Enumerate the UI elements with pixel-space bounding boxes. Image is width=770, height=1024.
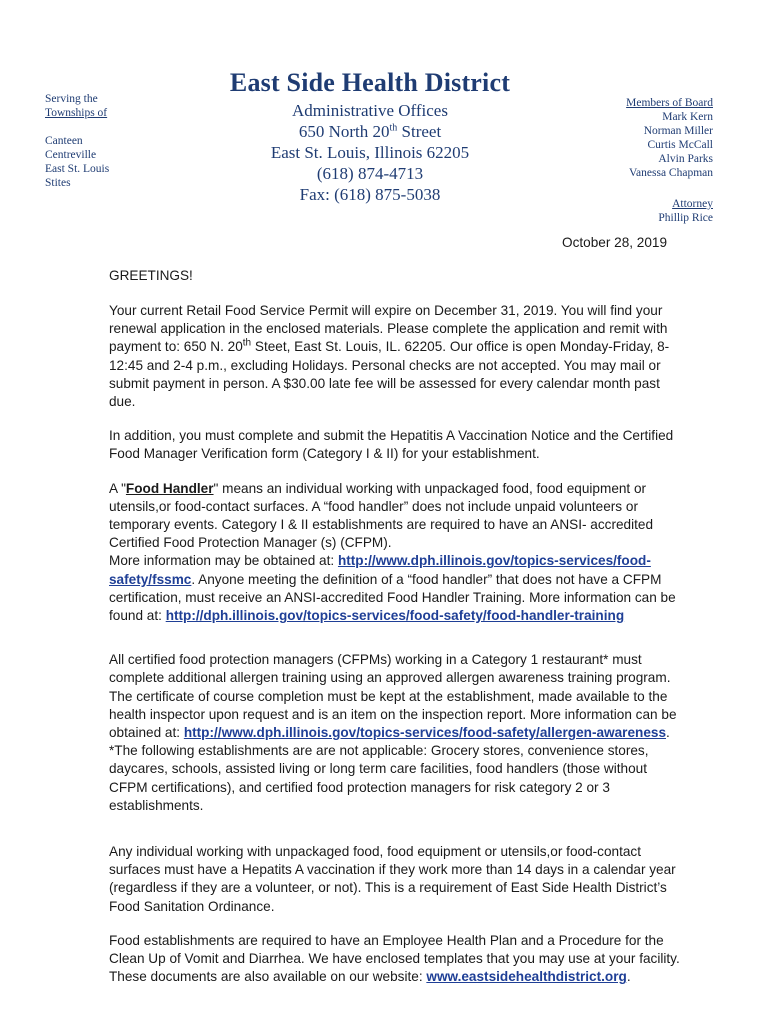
paragraph-hepatitis-requirement: Any individual working with unpackaged food, food equipment or utensils,or food-contact surfaces must have a Hepatits A vaccination if they work more than 14 days in a calendar year (regardless if they are a volunteer, or not). This is a requirement of East Side Health District’s Food Sanitation Ordinance. (109, 844, 676, 914)
board-member: Alvin Parks (658, 153, 713, 165)
board-block (553, 96, 713, 225)
greeting: GREETINGS! (109, 268, 193, 283)
food-handler-term: Food Handler (125, 480, 214, 496)
organization-name: East Side Health District (229, 68, 511, 97)
city-line: East St. Louis, Illinois 62205 (270, 143, 470, 162)
fax-number: Fax: (618) 875-5038 (299, 185, 441, 204)
paragraph-permit-renewal: Your current Retail Food Service Permit will expire on December 31, 2019. You will find your renewal application in the enclosed materials. Please complete the application and remit with payment to: 650 N. 20th Steet, East St. Louis, IL. 62205. Our office is open Monday-Friday, 8-12:45 and 2-4 p.m., excluding Holidays. Personal checks are not accepted. You may mail or submit payment in person. A $30.00 late fee will be assessed for every calendar month past due. (109, 303, 670, 410)
paragraph-hepatitis-notice: In addition, you must complete and submit the Hepatitis A Vaccination Notice and the Certified Food Manager Verification form (Category I & II) for your establishment. (109, 428, 674, 462)
board-member: Norman Miller (643, 125, 713, 137)
board-member: Vanessa Chapman (629, 167, 713, 179)
attorney-heading: Attorney (672, 198, 713, 210)
township-item: Centreville (45, 149, 97, 161)
street-address: 650 North 20th Street (298, 122, 442, 141)
paragraph-food-handler: A "Food Handler" means an individual working with unpackaged food, food equipment or utensils,or food-contact surfaces. A “food handler” does not include unpaid volunteers or temporary events. Category I & II establishments are required to have an ANSI- accredited Certified Food Protection Manager (s) (CFPM). More information may be obtained at: http://www.dph.illinois.gov/topics-services/food-safety/fssmc. Anyone meeting the definition of a “food handler” that does not have a CFPM certification, must receive an ANSI-accredited Food Handler Training. More information can be found at: http://dph.illinois.gov/topics-services/food-safety/food-handler-training (109, 480, 676, 624)
attorney-name: Phillip Rice (658, 212, 713, 224)
fssmc-link[interactable]: http://www.dph.illinois.gov/topics-services/food-safety/fssmc (109, 553, 651, 587)
food-handler-training-link[interactable]: http://dph.illinois.gov/topics-services/food-safety/food-handler-training (165, 608, 625, 624)
office-address-block (230, 100, 510, 205)
allergen-awareness-link[interactable]: http://www.dph.illinois.gov/topics-services/food-safety/allergen-awareness (183, 725, 667, 741)
townships-block (45, 92, 185, 190)
letter-date: October 28, 2019 (562, 235, 668, 250)
phone-number: (618) 874-4713 (316, 164, 424, 183)
board-heading: Members of Board (626, 97, 713, 109)
board-member: Mark Kern (662, 111, 713, 123)
township-item: Canteen (45, 135, 83, 147)
letter-body (109, 302, 689, 1003)
office-line: Administrative Offices (292, 101, 448, 120)
paragraph-allergen-training: All certified food protection managers (CFPMs) working in a Category 1 restaurant* must complete additional allergen training using an approved allergen awareness training program. The certificate of course completion must be kept at the establishment, made available to the health inspector upon request and is an item on the inspection report. More information can be obtained at: http://www.dph.illinois.gov/topics-services/food-safety/allergen-awareness. *The following establishments are are not applicable: Grocery stores, convenience stores, daycares, schools, assisted living or long term care facilities, food handlers (those without CFPM certifications), and certified food protection managers for risk category 2 or 3 establishments. (109, 652, 677, 813)
township-item: Stites (45, 177, 71, 189)
township-item: East St. Louis (45, 163, 110, 175)
website-link[interactable]: www.eastsidehealthdistrict.org (426, 969, 627, 985)
board-member: Curtis McCall (647, 139, 713, 151)
paragraph-health-plan: Food establishments are required to have an Employee Health Plan and a Procedure for the Clean Up of Vomit and Diarrhea. We have enclosed templates that you may use at your facility. These documents are also available on our website: www.eastsidehealthdistrict.org. (109, 932, 680, 985)
townships-label: Townships of (45, 107, 108, 119)
serving-label: Serving the (45, 93, 98, 105)
